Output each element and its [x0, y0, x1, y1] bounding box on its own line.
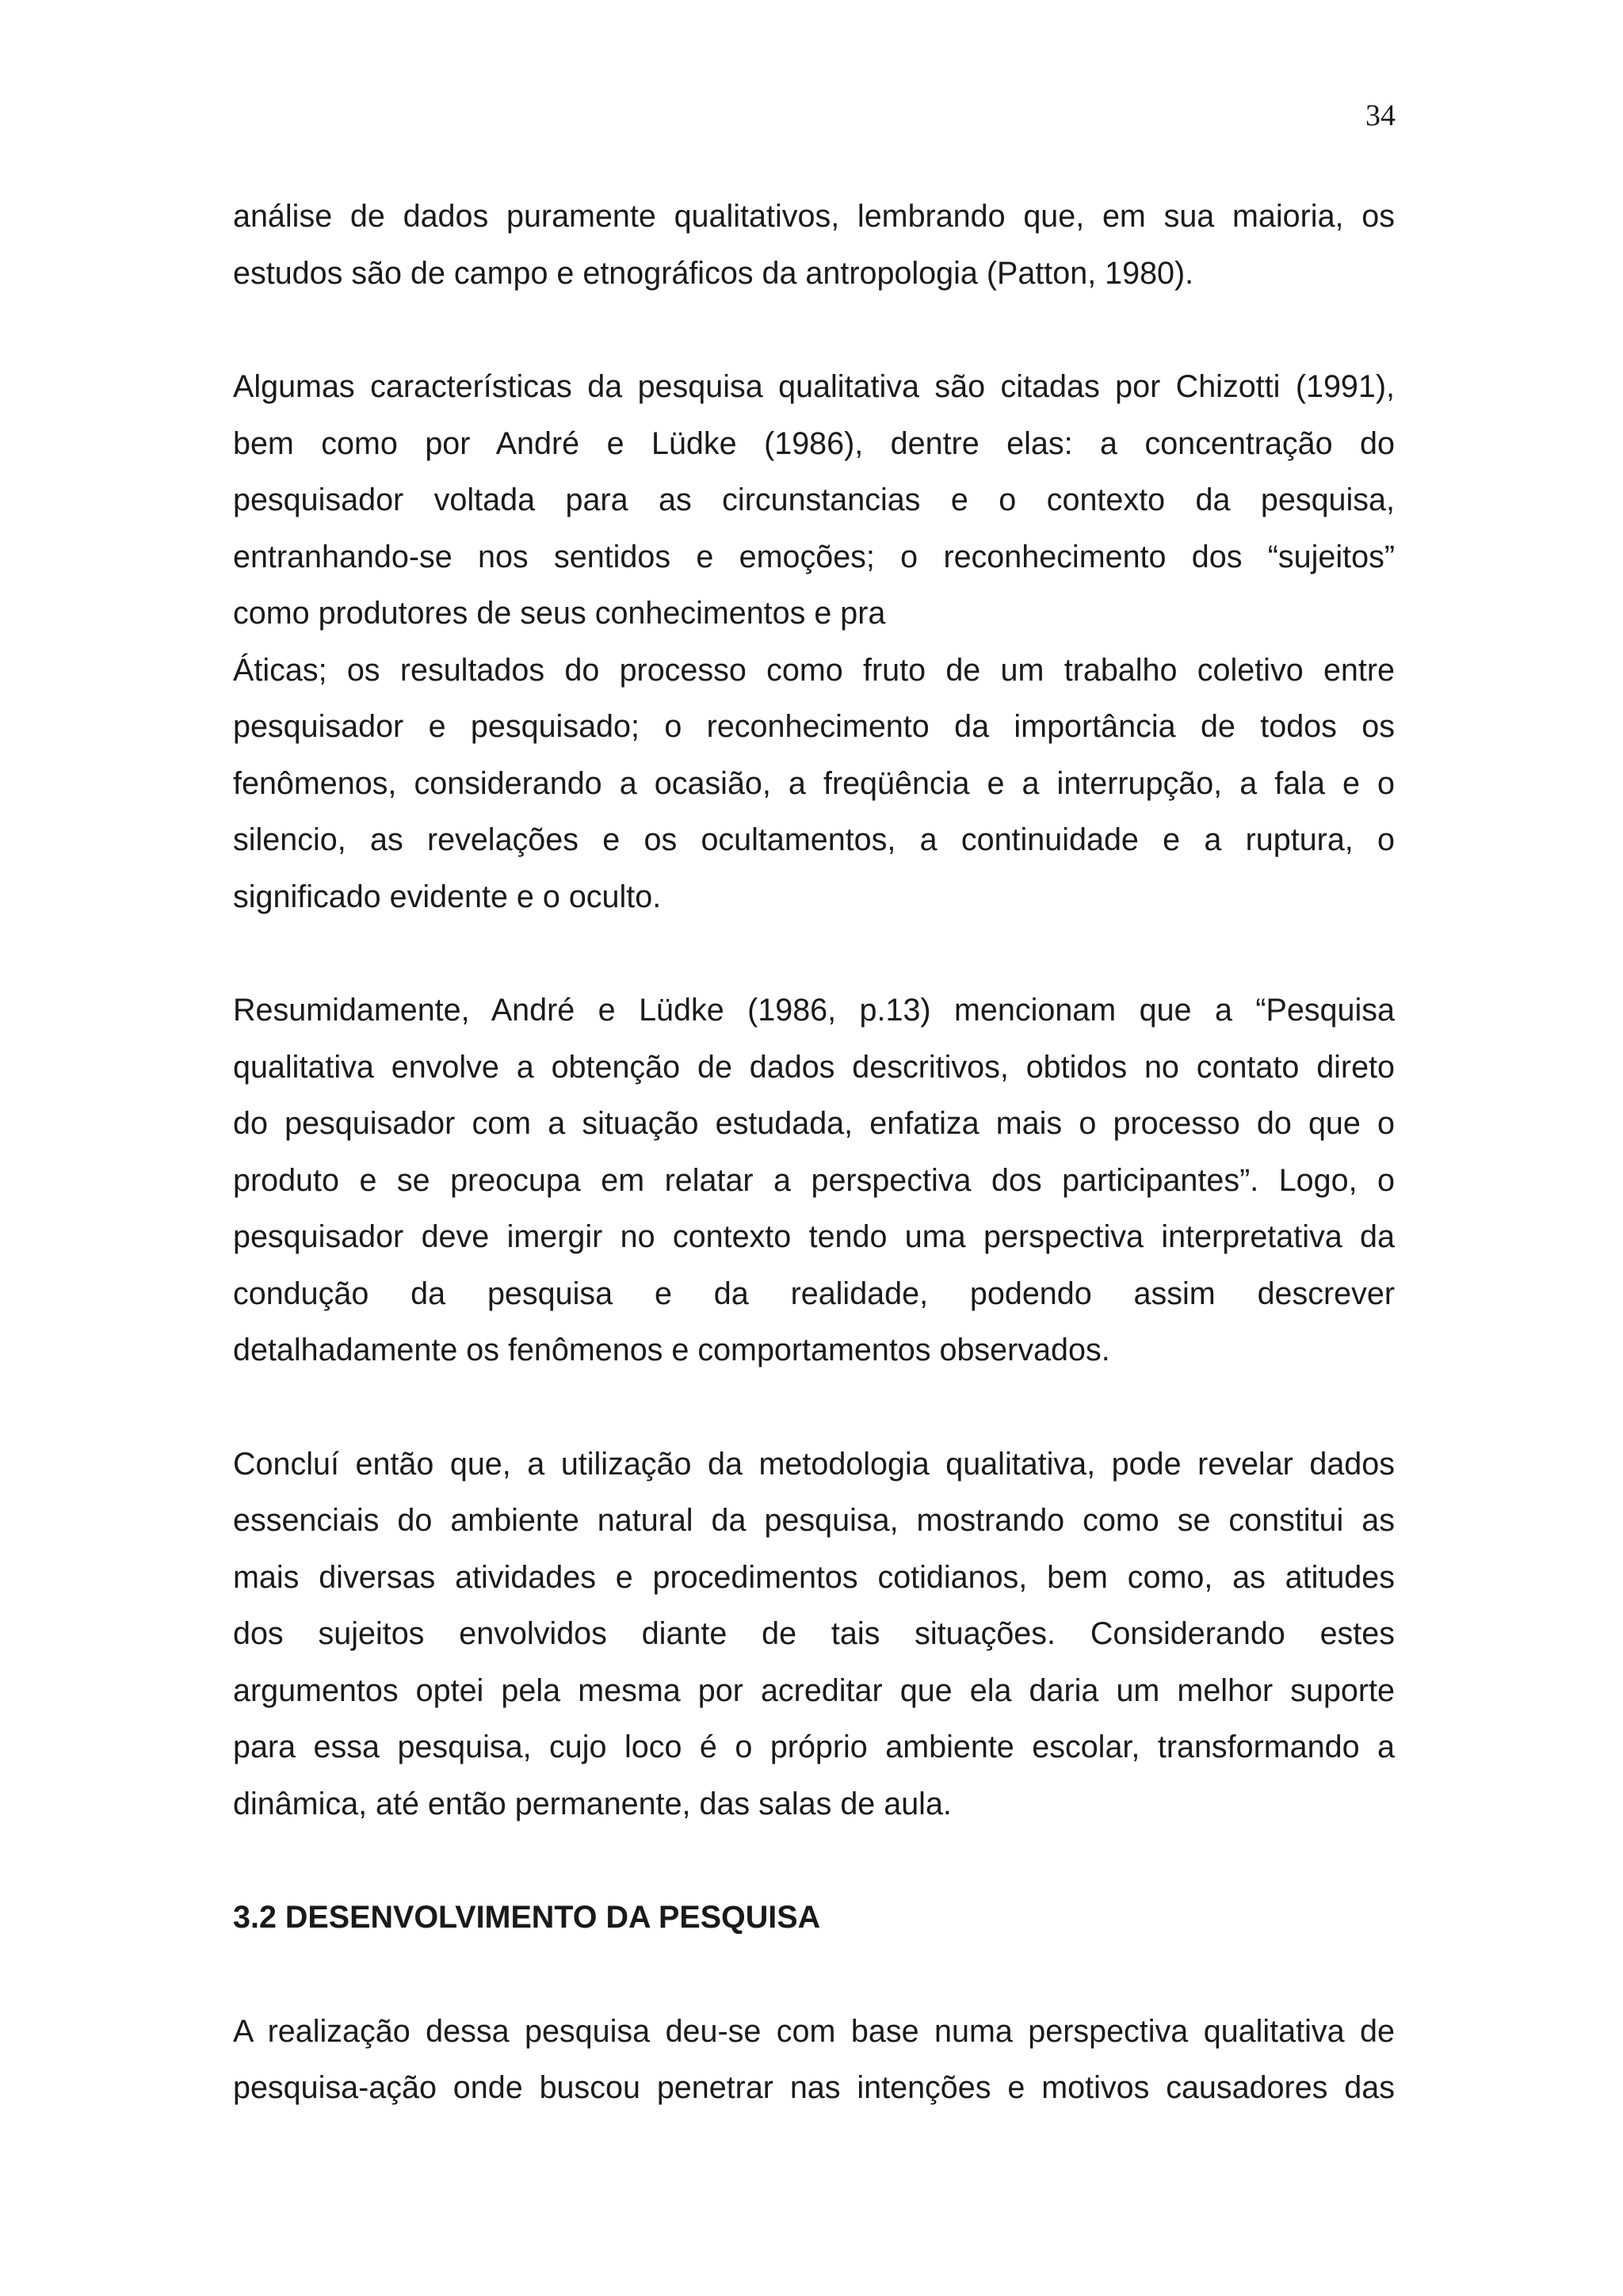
text-line: qualitativa envolve a obtenção de dados descritivos, obtidos no contato direto	[233, 1049, 1395, 1085]
text-line: dinâmica, até então permanente, das salas de aula.	[233, 1786, 952, 1821]
text-line: significado evidente e o oculto.	[233, 879, 662, 914]
text-line: essenciais do ambiente natural da pesquisa, mostrando como se constitui as	[233, 1503, 1395, 1538]
text-line: dos sujeitos envolvidos diante de tais situações. Considerando estes	[233, 1616, 1395, 1651]
text-line: análise de dados puramente qualitativos, lembrando que, em sua maioria, os	[233, 199, 1395, 234]
paragraph-4	[233, 1436, 1395, 1833]
text-line: detalhadamente os fenômenos e comportamentos observados.	[233, 1333, 1110, 1367]
text-line: pesquisador voltada para as circunstancias e o contexto da pesquisa,	[233, 482, 1395, 517]
text-line: entranhando-se nos sentidos e emoções; o reconhecimento dos “sujeitos”	[233, 539, 1395, 574]
text-line: do pesquisador com a situação estudada, enfatiza mais o processo do que o	[233, 1106, 1395, 1141]
body-text	[233, 189, 1395, 2117]
text-line: Resumidamente, André e Lüdke (1986, p.13) mencionam que a “Pesquisa	[233, 993, 1395, 1028]
text-line: Áticas; os resultados do processo como fruto de um trabalho coletivo entre	[233, 652, 1395, 688]
text-line: produto e se preocupa em relatar a perspectiva dos participantes”. Logo, o	[233, 1162, 1395, 1198]
text-line: como produtores de seus conhecimentos e pra	[233, 596, 886, 631]
text-line: Concluí então que, a utilização da metodologia qualitativa, pode revelar dados	[233, 1446, 1395, 1482]
text-line: Algumas características da pesquisa qualitativa são citadas por Chizotti (1991),	[233, 369, 1395, 404]
text-line: A realização dessa pesquisa deu-se com base numa perspectiva qualitativa de	[233, 2013, 1395, 2049]
section-heading: 3.2 DESENVOLVIMENTO DA PESQUISA	[233, 1900, 821, 1935]
paragraph-2	[233, 359, 1395, 925]
text-line: pesquisador e pesquisado; o reconhecimento da importância de todos os	[233, 709, 1395, 744]
text-line: pesquisa-ação onde buscou penetrar nas intenções e motivos causadores das	[233, 2070, 1395, 2105]
paragraph-3	[233, 982, 1395, 1379]
page-number: 34	[1365, 99, 1396, 132]
text-line: bem como por André e Lüdke (1986), dentre elas: a concentração do	[233, 425, 1395, 461]
paragraph-5	[233, 2004, 1395, 2117]
text-line: condução da pesquisa e da realidade, podendo assim descrever	[233, 1276, 1395, 1311]
text-line: pesquisador deve imergir no contexto tendo uma perspectiva interpretativa da	[233, 1219, 1395, 1254]
text-line: argumentos optei pela mesma por acreditar que ela daria um melhor suporte	[233, 1672, 1395, 1708]
text-line: mais diversas atividades e procedimentos cotidianos, bem como, as atitudes	[233, 1559, 1395, 1595]
text-line: fenômenos, considerando a ocasião, a freqüência e a interrupção, a fala e o	[233, 765, 1395, 801]
paragraph-1	[233, 189, 1395, 302]
text-line: para essa pesquisa, cujo loco é o próprio ambiente escolar, transformando a	[233, 1730, 1395, 1764]
text-line: estudos são de campo e etnográficos da antropologia (Patton, 1980).	[233, 255, 1194, 291]
text-line: silencio, as revelações e os ocultamentos, a continuidade e a ruptura, o	[233, 822, 1395, 857]
